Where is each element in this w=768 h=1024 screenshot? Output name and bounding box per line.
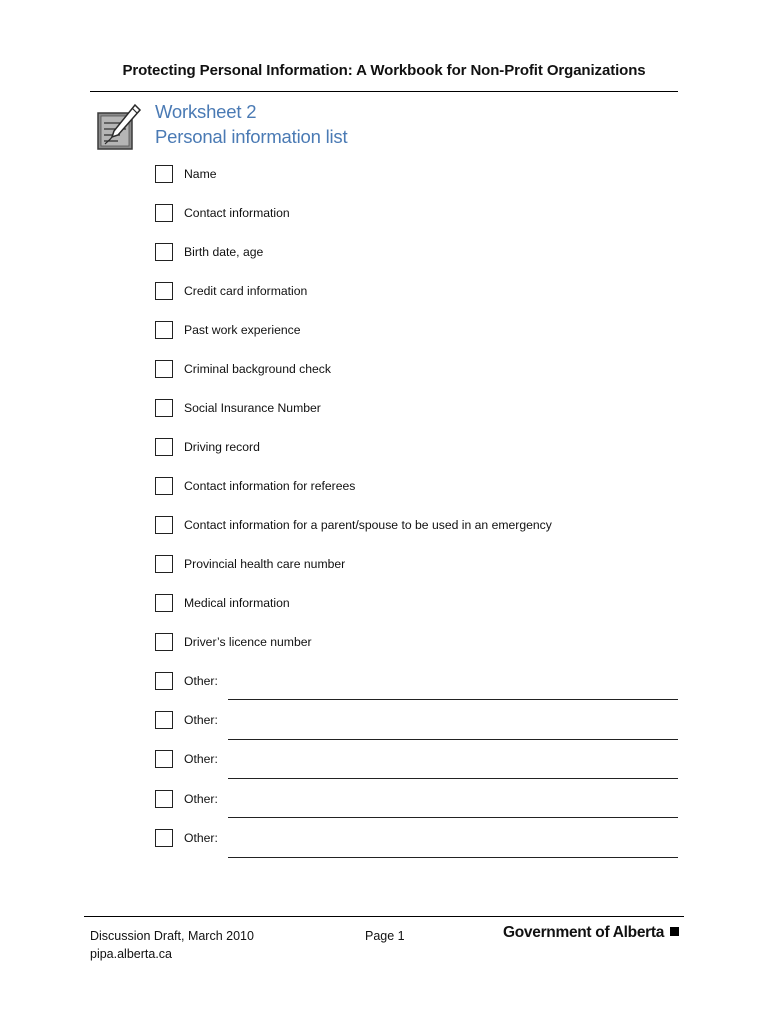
- item-label: Birth date, age: [184, 245, 264, 259]
- item-label: Other:: [184, 752, 218, 766]
- item-label: Contact information: [184, 206, 290, 220]
- item-label: Other:: [184, 674, 218, 688]
- checkbox[interactable]: [155, 829, 173, 847]
- page-number: Page 1: [365, 929, 405, 943]
- item-label: Criminal background check: [184, 362, 331, 376]
- worksheet-number: Worksheet 2: [155, 101, 257, 122]
- brand-wordmark: Government of Alberta: [503, 924, 665, 941]
- checkbox[interactable]: [155, 555, 173, 573]
- footer-draft-date: Discussion Draft, March 2010: [90, 929, 254, 943]
- other-write-in-line[interactable]: [228, 857, 678, 858]
- header-divider: [90, 91, 678, 92]
- checkbox[interactable]: [155, 711, 173, 729]
- checkbox[interactable]: [155, 672, 173, 690]
- item-label: Other:: [184, 713, 218, 727]
- checkbox[interactable]: [155, 633, 173, 651]
- document-header-title: Protecting Personal Information: A Workbook for Non-Profit Organizations: [122, 62, 646, 79]
- item-label: Medical information: [184, 596, 290, 610]
- checkbox[interactable]: [155, 516, 173, 534]
- brand-square-icon: [670, 927, 679, 936]
- other-write-in-line[interactable]: [228, 817, 678, 818]
- footer-url: pipa.alberta.ca: [90, 947, 173, 961]
- footer-info: [90, 927, 254, 963]
- checkbox[interactable]: [155, 243, 173, 261]
- checkbox[interactable]: [155, 790, 173, 808]
- worksheet-pencil-icon: [96, 103, 142, 151]
- other-write-in-line[interactable]: [228, 699, 678, 700]
- item-label: Contact information for a parent/spouse to be used in an emergency: [184, 518, 552, 532]
- item-label: Contact information for referees: [184, 479, 356, 493]
- checkbox[interactable]: [155, 477, 173, 495]
- worksheet-title: Personal information list: [155, 126, 348, 147]
- other-write-in-line[interactable]: [228, 778, 678, 779]
- checkbox[interactable]: [155, 204, 173, 222]
- checkbox[interactable]: [155, 165, 173, 183]
- government-logo: [503, 924, 679, 942]
- item-label: Driver’s licence number: [184, 635, 312, 649]
- checkbox[interactable]: [155, 399, 173, 417]
- checkbox[interactable]: [155, 282, 173, 300]
- checkbox[interactable]: [155, 750, 173, 768]
- other-write-in-line[interactable]: [228, 739, 678, 740]
- item-label: Social Insurance Number: [184, 401, 321, 415]
- footer-divider: [84, 916, 684, 917]
- checkbox[interactable]: [155, 594, 173, 612]
- item-label: Other:: [184, 831, 218, 845]
- checkbox[interactable]: [155, 438, 173, 456]
- item-label: Name: [184, 167, 217, 181]
- item-label: Driving record: [184, 440, 260, 454]
- worksheet-heading: [155, 99, 347, 149]
- checkbox[interactable]: [155, 321, 173, 339]
- item-label: Past work experience: [184, 323, 301, 337]
- checkbox[interactable]: [155, 360, 173, 378]
- item-label: Other:: [184, 792, 218, 806]
- item-label: Provincial health care number: [184, 557, 346, 571]
- item-label: Credit card information: [184, 284, 308, 298]
